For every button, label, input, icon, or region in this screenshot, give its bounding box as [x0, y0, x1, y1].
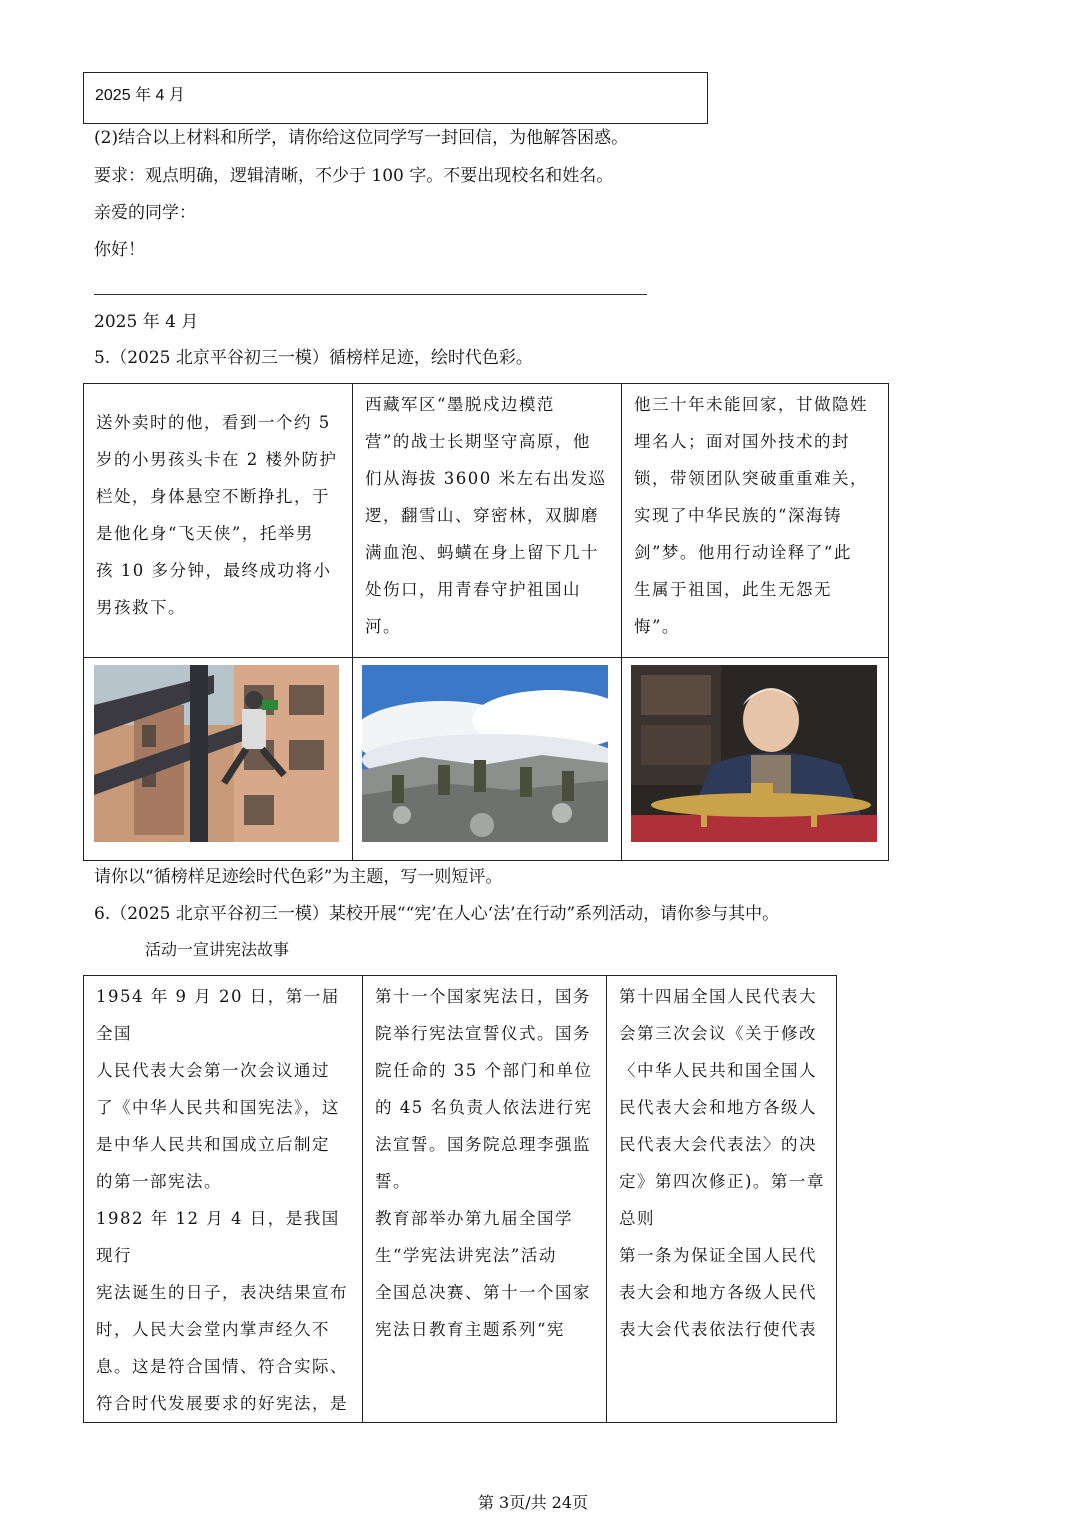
cell-line: 孩 10 多分钟，最终成功将小	[96, 561, 332, 580]
constitution-cell-1	[84, 976, 363, 1423]
cell-line: 岁的小男孩头卡在 2 楼外防护	[96, 450, 338, 469]
answer-line	[94, 294, 647, 295]
cell-line: 埋名人；面对国外技术的封	[634, 432, 850, 451]
cell-line: 营”的战士长期坚守高原，他	[365, 432, 591, 451]
constitution-story-table	[83, 975, 837, 1423]
question-4-part-2: (2)结合以上材料和所学，请你给这位同学写一封回信，为他解答困惑。	[94, 128, 629, 148]
activity-title: 活动一宣讲宪法故事	[145, 940, 290, 959]
cell-line: 实现了中华民族的“深海铸	[634, 506, 842, 525]
cell-line: 宪法日教育主题系列“宪	[375, 1320, 565, 1339]
cell-line: 定》第四次修正)。第一章	[619, 1172, 825, 1191]
cell-line: 他三十年未能回家，甘做隐姓	[634, 395, 868, 414]
cell-line: 第一条为保证全国人民代	[619, 1246, 817, 1265]
constitution-cell-2	[363, 976, 607, 1423]
cell-line: 栏处，身体悬空不断挣扎，于	[96, 487, 330, 506]
role-model-cell-1	[84, 384, 353, 658]
cell-line: 逻，翻雪山、穿密林，双脚磨	[365, 506, 599, 525]
cell-line: 西藏军区“墨脱戍边模范	[365, 395, 555, 414]
cell-line: 誓。	[375, 1172, 411, 1191]
cell-line: 生“学宪法讲宪法”活动	[375, 1246, 557, 1265]
cell-line: 会第三次会议《关于修改	[619, 1024, 817, 1043]
cell-line: 民代表大会和地方各级人	[619, 1098, 817, 1117]
soldiers-patrol-photo	[362, 665, 608, 842]
letter-sign-date: 2025 年 4 月	[94, 312, 199, 332]
cell-line: 剑”梦。他用行动诠释了“此	[634, 543, 852, 562]
cell-line: 全国总决赛、第十一个国家	[375, 1283, 591, 1302]
cell-line: 河。	[365, 617, 401, 636]
cell-line: 总则	[619, 1209, 655, 1228]
role-model-cell-3	[622, 384, 889, 658]
page-number: 第 3页/共 24页	[477, 1493, 589, 1512]
letter-date: 2025 年 4 月	[95, 87, 185, 104]
cell-line: 满血泡、蚂蟥在身上留下几十	[365, 543, 599, 562]
cell-line: 1954 年 9 月 20 日，第一届全国	[96, 987, 340, 1043]
cell-line: 锁，带领团队突破重重难关，	[634, 469, 868, 488]
scientist-submarine-photo	[631, 665, 877, 842]
cell-line: 的第一部宪法。	[96, 1172, 222, 1191]
cell-line: 时，人民大会堂内掌声经久不	[96, 1320, 330, 1339]
cell-line: 院举行宪法宣誓仪式。国务	[375, 1024, 591, 1043]
cell-line: 生属于祖国，此生无怨无	[634, 580, 832, 599]
cell-line: 1982 年 12 月 4 日，是我国现行	[96, 1209, 340, 1265]
cell-line: 宪法诞生的日子，表决结果宣布	[96, 1283, 348, 1302]
role-model-cell-2	[353, 384, 622, 658]
cell-line: 息。这是符合国情、符合实际、	[96, 1357, 348, 1376]
letter-greeting: 亲爱的同学：	[94, 203, 196, 223]
cell-line: 人民代表大会第一次会议通过	[96, 1061, 330, 1080]
cell-line: 表大会和地方各级人民代	[619, 1283, 817, 1302]
cell-line: 悔”。	[634, 617, 680, 636]
cell-line: 符合时代发展要求的好宪法，是	[96, 1394, 348, 1413]
cell-line: 了《中华人民共和国宪法》，这	[96, 1098, 340, 1117]
cell-line: 第十一个国家宪法日，国务	[375, 987, 591, 1006]
cell-line: 教育部举办第九届全国学	[375, 1209, 573, 1228]
cell-line: 的 45 名负责人依法进行宪	[375, 1098, 593, 1117]
cell-line: 是中华人民共和国成立后制定	[96, 1135, 330, 1154]
cell-line: 是他化身“飞天侠”，托举男	[96, 524, 314, 543]
cell-line: 处伤口，用青春守护祖国山	[365, 580, 581, 599]
cell-line: 〈中华人民共和国全国人	[619, 1061, 817, 1080]
cell-line: 第十四届全国人民代表大	[619, 987, 817, 1006]
letter-date-box	[83, 72, 708, 124]
cell-line: 送外卖时的他，看到一个约 5	[96, 413, 331, 432]
cell-line: 民代表大会代表法〉的决	[619, 1135, 817, 1154]
question-4-requirement: 要求：观点明确，逻辑清晰，不少于 100 字。不要出现校名和姓名。	[94, 166, 614, 186]
delivery-rider-photo	[94, 665, 339, 842]
cell-line: 男孩救下。	[96, 598, 186, 617]
cell-line: 表大会代表依法行使代表	[619, 1320, 817, 1339]
cell-line: 院任命的 35 个部门和单位	[375, 1061, 593, 1080]
cell-line: 们从海拔 3600 米左右出发巡	[365, 469, 607, 488]
question-5-instruction: 请你以“循榜样足迹绘时代色彩”为主题，写一则短评。	[94, 867, 503, 887]
question-5-stem: 5.（2025 北京平谷初三一模）循榜样足迹，绘时代色彩。	[94, 348, 533, 368]
letter-hello: 你好！	[94, 240, 145, 260]
question-6-stem: 6.（2025 北京平谷初三一模）某校开展““宪’在人心‘法’在行动”系列活动，请你参与其中。	[94, 904, 780, 924]
constitution-cell-3	[607, 976, 837, 1423]
cell-line: 法宣誓。国务院总理李强监	[375, 1135, 591, 1154]
